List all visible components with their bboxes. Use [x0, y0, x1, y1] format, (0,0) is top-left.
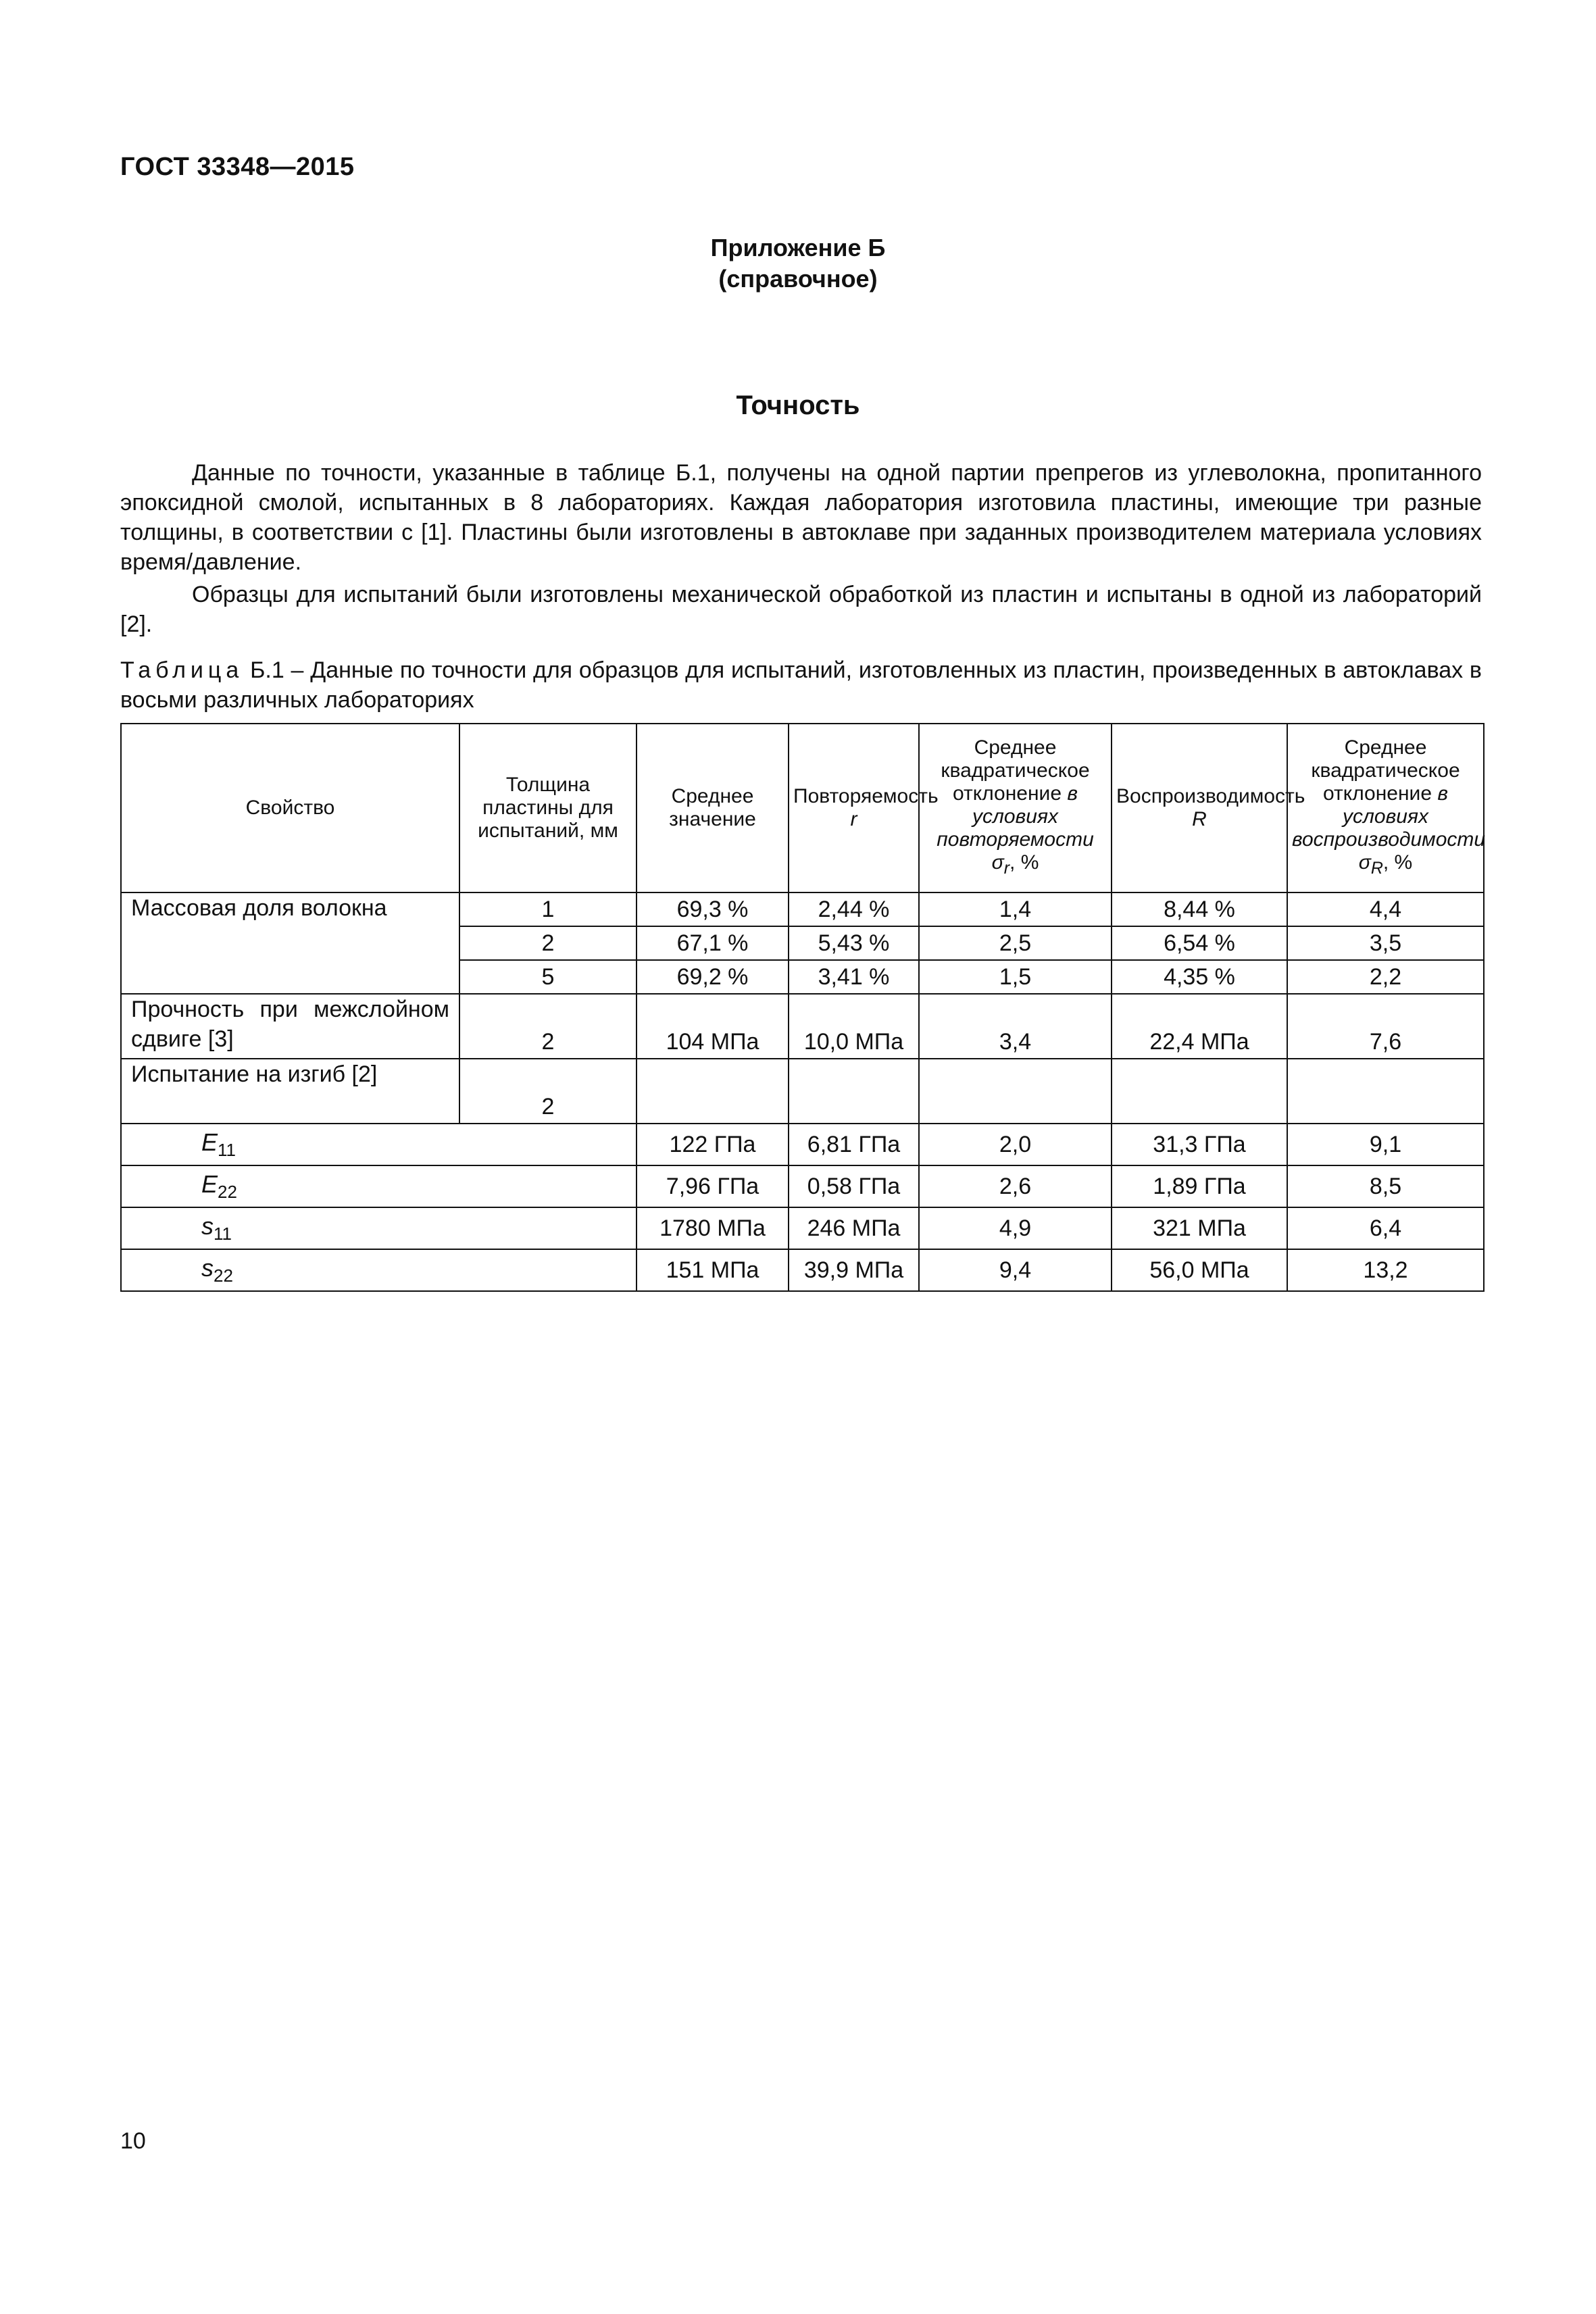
table-cell: 8,5: [1287, 1165, 1484, 1207]
table-cell: 0,58 ГПа: [789, 1165, 919, 1207]
appendix-title: Приложение Б: [710, 234, 886, 261]
table-cell: 122 ГПа: [637, 1124, 789, 1165]
table-cell: 5,43 %: [789, 926, 919, 960]
table-cell: 1780 МПа: [637, 1207, 789, 1249]
shear-property-cell: [121, 994, 459, 1059]
table-cell: 1,89 ГПа: [1112, 1165, 1287, 1207]
symbol-cell: $E_{11}$: [121, 1124, 637, 1165]
header-repeatability: Повторяемость r: [789, 724, 919, 892]
table-cell: [637, 1059, 789, 1124]
table-cell: 2,0: [919, 1124, 1112, 1165]
table-cell: 2: [459, 994, 637, 1059]
table-cell: 56,0 МПа: [1112, 1249, 1287, 1291]
table-cell: 1: [459, 892, 637, 926]
table-cell: 31,3 ГПа: [1112, 1124, 1287, 1165]
table-cell: 39,9 МПа: [789, 1249, 919, 1291]
table-header-row: [121, 724, 1484, 892]
header-thickness: Толщина пластины для испытаний, мм: [459, 724, 637, 892]
symbol-cell: $E_{22}$: [121, 1165, 637, 1207]
table-cell: 69,3 %: [637, 892, 789, 926]
page-number: 10: [120, 2128, 146, 2154]
table-cell: 4,4: [1287, 892, 1484, 926]
table-cell: 9,1: [1287, 1124, 1484, 1165]
bending-property-cell: [121, 1059, 459, 1124]
table-cell: 7,6: [1287, 994, 1484, 1059]
table-cell: [1287, 1059, 1484, 1124]
table-row: [121, 1165, 1484, 1207]
table-cell: 3,41 %: [789, 960, 919, 994]
table-cell: 2: [459, 926, 637, 960]
table-row: [121, 1059, 1484, 1124]
paragraph-1-text: Данные по точности, указанные в таблице Б.1, получены на одной партии препрегов из углеволокна, пропитанного эпоксидной смолой, испытанных в 8 лабораториях. Каждая лаборатория изготовила пластины, имеющие три разные толщины, в соответствии с [1]. Пластины были изготовлены в автоклаве при заданных производителем материала условиях время/давление.: [120, 460, 1482, 575]
table-cell: 69,2 %: [637, 960, 789, 994]
table-cell: 4,35 %: [1112, 960, 1287, 994]
table-cell: 1,5: [919, 960, 1112, 994]
table-caption: [120, 655, 1482, 715]
fiber-property-label: Массовая доля волокна: [131, 895, 387, 921]
table-cell: 2,6: [919, 1165, 1112, 1207]
table-cell: 2,44 %: [789, 892, 919, 926]
table-cell: 3,5: [1287, 926, 1484, 960]
table-cell: [789, 1059, 919, 1124]
paragraph-2-text: Образцы для испытаний были изготовлены механической обработкой из пластин и испытаны в одной из лабораторий [2].: [120, 582, 1482, 637]
shear-property-label: Прочность при межслойном сдвиге [3]: [131, 997, 449, 1052]
table-cell: 151 МПа: [637, 1249, 789, 1291]
table-cell: 7,96 ГПа: [637, 1165, 789, 1207]
table-cell: 2,5: [919, 926, 1112, 960]
paragraph-2: [120, 580, 1482, 639]
fiber-property-cell: [121, 892, 459, 994]
table-cell: 8,44 %: [1112, 892, 1287, 926]
table-cell: 22,4 МПа: [1112, 994, 1287, 1059]
table-cell: 2,2: [1287, 960, 1484, 994]
symbol-cell: $s_{22}$: [121, 1249, 637, 1291]
bending-property-label: Испытание на изгиб [2]: [131, 1061, 378, 1087]
table-caption-text: Б.1 – Данные по точности для образцов для испытаний, изготовленных из пластин, произведенных в автоклавах в восьми различных лабораториях: [120, 657, 1482, 713]
document-code: ГОСТ 33348—2015: [120, 153, 355, 181]
table-cell: 2: [459, 1059, 637, 1124]
table-cell: 1,4: [919, 892, 1112, 926]
table-row: [121, 1207, 1484, 1249]
symbol-cell: $s_{11}$: [121, 1207, 637, 1249]
table-cell: 321 МПа: [1112, 1207, 1287, 1249]
table-cell: 6,81 ГПа: [789, 1124, 919, 1165]
table-cell: 6,54 %: [1112, 926, 1287, 960]
table-row: [121, 1124, 1484, 1165]
table-cell: 3,4: [919, 994, 1112, 1059]
table-cell: 104 МПа: [637, 994, 789, 1059]
table-cell: 13,2: [1287, 1249, 1484, 1291]
table-cell: [1112, 1059, 1287, 1124]
table-cell: 10,0 МПа: [789, 994, 919, 1059]
header-property: Свойство: [121, 724, 459, 892]
header-sd-reproducibility: Среднее квадратическое отклонение в условиях воспроизводимости $\sigma_R$, %: [1287, 724, 1484, 892]
appendix-subtitle: (справочное): [718, 265, 878, 293]
header-mean: Среднее значение: [637, 724, 789, 892]
table-cell: 5: [459, 960, 637, 994]
table-caption-label: Таблица: [120, 657, 244, 683]
paragraph-1: [120, 458, 1482, 577]
table-cell: 4,9: [919, 1207, 1112, 1249]
section-title: Точность: [736, 391, 860, 420]
table-cell: 9,4: [919, 1249, 1112, 1291]
precision-table: [120, 723, 1485, 1292]
table-cell: 246 МПа: [789, 1207, 919, 1249]
header-reproducibility: Воспроизводимость R: [1112, 724, 1287, 892]
table-row: [121, 1249, 1484, 1291]
table-row: [121, 892, 1484, 926]
table-cell: 67,1 %: [637, 926, 789, 960]
table-row: [121, 994, 1484, 1059]
header-sd-repeatability: Среднее квадратическое отклонение в условиях повторяемости $\sigma_r$, %: [919, 724, 1112, 892]
table-cell: [919, 1059, 1112, 1124]
table-cell: 6,4: [1287, 1207, 1484, 1249]
